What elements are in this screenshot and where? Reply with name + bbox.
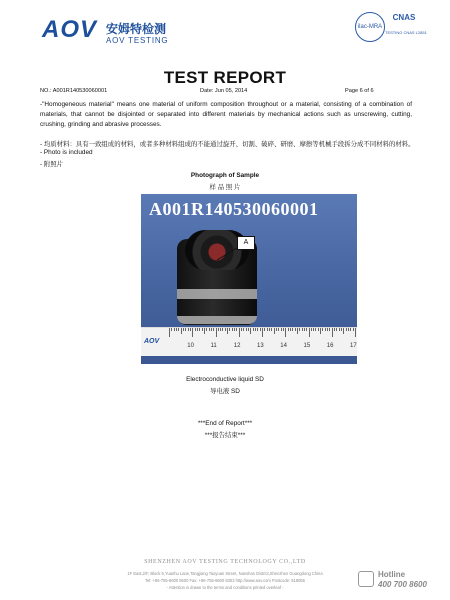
ruler-tick xyxy=(353,328,354,331)
ruler-tick xyxy=(211,328,212,331)
ruler-tick xyxy=(288,328,289,331)
ruler-tick xyxy=(332,328,333,337)
ruler-tick xyxy=(220,328,221,331)
ruler-number: 11 xyxy=(210,343,217,349)
accreditation-marks xyxy=(355,12,427,42)
ruler-tick xyxy=(243,328,244,331)
ruler-tick xyxy=(202,328,203,331)
ruler-tick xyxy=(276,328,277,331)
phone-icon xyxy=(358,571,374,587)
ruler-tick xyxy=(239,328,240,337)
ruler-tick xyxy=(283,328,284,331)
photo-included-note-cn: - 附照片 xyxy=(40,161,64,168)
ruler-tick xyxy=(318,328,319,331)
ruler-number: 12 xyxy=(233,343,241,349)
ruler-tick xyxy=(185,328,186,331)
ruler-tick xyxy=(174,328,175,331)
hotline-number: 400 700 8600 xyxy=(378,580,427,589)
ruler-tick xyxy=(188,328,189,331)
ruler-tick xyxy=(197,328,198,331)
ruler-tick xyxy=(234,328,235,331)
ruler-tick xyxy=(341,328,342,331)
footer-company-name: SHENZHEN AOV TESTING TECHNOLOGY CO.,LTD xyxy=(144,559,306,565)
ruler-tick xyxy=(346,328,347,331)
ruler-tick xyxy=(206,328,207,331)
ruler-tick xyxy=(213,328,214,331)
ruler-tick xyxy=(336,328,337,331)
ruler-tick xyxy=(169,328,170,337)
ruler-tick xyxy=(181,328,182,334)
ruler-tick xyxy=(192,328,193,337)
ruler-number: 17 xyxy=(350,343,357,349)
ruler-number: 15 xyxy=(303,343,311,349)
ruler-tick xyxy=(269,328,270,331)
ruler-tick xyxy=(264,328,265,331)
photo-included-note: - Photo is included xyxy=(40,149,93,156)
ruler-tick xyxy=(315,328,316,331)
ruler-tick xyxy=(297,328,298,334)
ruler-tick xyxy=(253,328,254,331)
ruler-tick xyxy=(232,328,233,331)
company-name-cn: 安姆特检测 xyxy=(106,22,167,36)
hotline-label: Hotline xyxy=(378,570,406,579)
ruler-tick xyxy=(171,328,172,331)
end-of-report-cn: ***报告结束*** xyxy=(204,432,246,439)
photo-section-title: Photograph of Sample xyxy=(190,172,260,179)
end-of-report: ***End of Report*** xyxy=(197,420,253,427)
ruler-tick xyxy=(313,328,314,331)
footer-contact: Tel: +86-755-8600 8600 Fax: +86-755-8600 8303 http://www.aov.com Postcode: 518055 xyxy=(145,578,305,583)
homogeneous-material-definition-cn: - 均质材料：具有一致组成的材料，或者多种材料组成的不能通过旋开、切割、破碎、研磨、摩擦等机械手段拆分成不同材料的材料。 xyxy=(40,141,415,148)
ruler-tick xyxy=(327,328,328,331)
report-date: Date: Jun 05, 2014 xyxy=(200,88,248,94)
callout-label-a: A xyxy=(237,236,255,250)
ruler-number: 16 xyxy=(326,343,334,349)
ruler-tick xyxy=(260,328,261,331)
ruler-tick xyxy=(216,328,217,337)
ruler-tick xyxy=(281,328,282,331)
ruler-tick xyxy=(334,328,335,331)
ruler-tick xyxy=(218,328,219,331)
ruler-tick xyxy=(329,328,330,331)
ruler-tick xyxy=(229,328,230,331)
ruler-tick xyxy=(302,328,303,331)
ruler-tick xyxy=(222,328,223,331)
ilac-mra-seal-icon: ilac-MRA xyxy=(355,12,385,42)
ruler-tick xyxy=(250,328,251,334)
ruler-tick xyxy=(304,328,305,331)
footer-address: 1F East,2/F, Block 5,Yuanhu Lane,Tangjiang Taoyuan Street, Nanshan District,Shenzhen Guangdong China xyxy=(127,571,323,576)
ruler-tick xyxy=(309,328,310,337)
ruler-tick xyxy=(325,328,326,331)
ruler-tick xyxy=(246,328,247,331)
ruler-tick xyxy=(236,328,237,331)
ruler-tick xyxy=(190,328,191,331)
sample-photograph xyxy=(141,194,357,364)
ruler-tick xyxy=(209,328,210,331)
sample-caption: Electroconductive liquid SD xyxy=(186,376,264,383)
ruler-tick xyxy=(178,328,179,331)
ruler-logo: AOV xyxy=(144,338,160,345)
report-title: TEST REPORT xyxy=(163,68,287,87)
ruler-tick xyxy=(348,328,349,331)
ruler-tick xyxy=(241,328,242,331)
ruler-tick xyxy=(274,328,275,334)
ruler-tick xyxy=(195,328,196,331)
cnas-accreditation-number: TESTING CNAS L2851 xyxy=(385,30,427,35)
photo-sample-code: A001R140530060001 xyxy=(149,199,319,219)
ruler-tick xyxy=(227,328,228,334)
ruler-tick xyxy=(350,328,351,331)
ruler-tick xyxy=(225,328,226,331)
ruler-tick xyxy=(322,328,323,331)
homogeneous-material-definition-en: -"Homogeneous material" means one material of uniform composition throughout or a material, consisting of a combination of materials, that cannot be disjointed or separated into different materials by mechanical actions such as unscrewing, cutting, crushing, grinding and abrasive processes. xyxy=(40,101,412,128)
ruler-tick xyxy=(311,328,312,331)
ruler-number: 14 xyxy=(280,343,287,349)
cnas-logo: CNAS xyxy=(392,13,416,22)
ruler-tick xyxy=(339,328,340,331)
ruler-tick xyxy=(278,328,279,331)
ruler-tick xyxy=(271,328,272,331)
report-number: NO.: A001R140530060001 xyxy=(40,88,108,94)
ruler-number: 13 xyxy=(257,343,264,349)
ruler-tick xyxy=(262,328,263,337)
footer-notice: - Attention is drawn to the terms and conditions printed overleaf - xyxy=(166,585,284,590)
ruler-tick xyxy=(292,328,293,331)
photo-section-title-cn: 样 品 照 片 xyxy=(209,184,241,191)
ruler-tick xyxy=(343,328,344,334)
ruler-tick xyxy=(257,328,258,331)
ruler-tick xyxy=(204,328,205,334)
ruler-tick xyxy=(183,328,184,331)
ruler-number: 10 xyxy=(187,343,194,349)
ruler-tick xyxy=(248,328,249,331)
ruler-tick xyxy=(176,328,177,331)
ruler-tick xyxy=(290,328,291,331)
ruler-tick xyxy=(299,328,300,331)
measuring-ruler xyxy=(141,327,357,356)
company-logo xyxy=(42,14,192,50)
ruler-tick xyxy=(267,328,268,331)
sample-caption-cn: 导电液 SD xyxy=(210,388,240,395)
aov-logo-text: AOV xyxy=(42,16,98,43)
page-indicator: Page 6 of 6 xyxy=(345,88,374,94)
ruler-tick xyxy=(320,328,321,334)
ruler-tick xyxy=(255,328,256,331)
ruler-tick xyxy=(285,328,286,337)
ruler-tick xyxy=(306,328,307,331)
company-name-en: AOV TESTING xyxy=(106,36,169,45)
ruler-tick xyxy=(295,328,296,331)
ruler-tick xyxy=(355,328,356,337)
ruler-tick xyxy=(199,328,200,331)
